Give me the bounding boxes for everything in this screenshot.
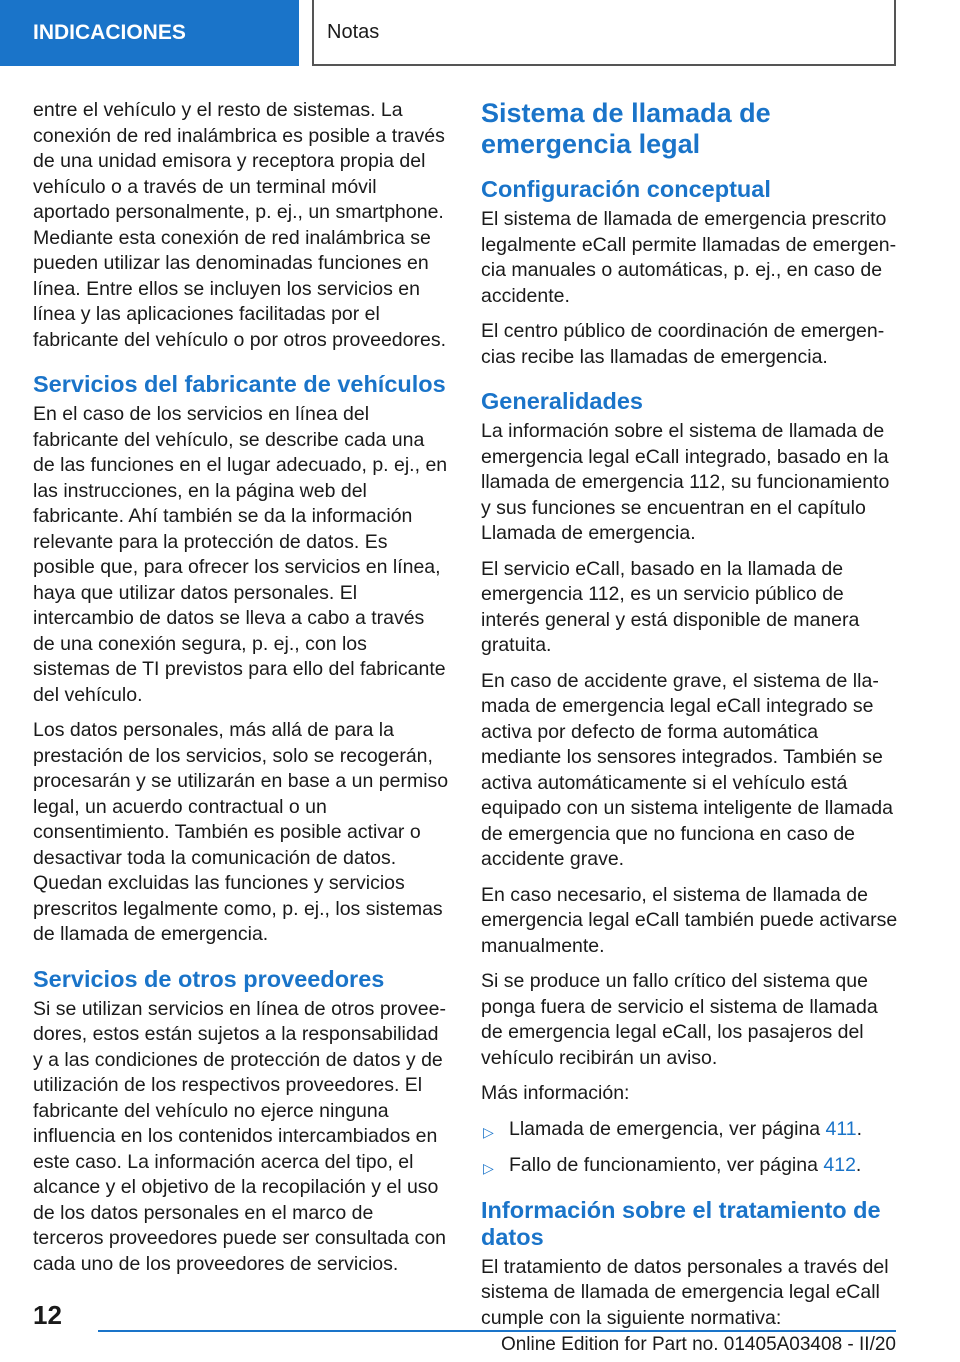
paragraph: La información sobre el sistema de llamada de emergencia legal eCall integrado, basado en la llamada de emergencia 112, su funcionamiento y sus funciones se encuentran en el capítulo Llamada de emergencia. (481, 420, 890, 544)
paragraph: En caso de accidente grave, el sistema de llamada de emergencia legal eCall integrado se activa por defecto de forma automática mediante los sensores integrados. También se activa automáticamente si el vehículo está equipado con un sistema inteligente de llamada de emergencia que no funciona en caso de accidente grave. (481, 669, 893, 870)
page-link-411[interactable]: 411 (825, 1117, 857, 1140)
reference-end: . (855, 1154, 862, 1176)
page-link-412[interactable]: 412 (823, 1154, 856, 1176)
edition-footer: Online Edition for Part no. 01405A03408 - II/20 (500, 1334, 896, 1355)
page-number: 12 (33, 1300, 62, 1330)
paragraph: Los datos personales, más allá de para la prestación de los servicios, solo se recogerán, procesarán y se utilizarán en base a un permiso legal, un acuerdo contractual o un consentimiento. También es posible activar o desactivar toda la comunicación de datos. Quedan excluidas las funciones y servicios prescritos legalmente como, p. ej., los sistemas de llamada de emergencia. (33, 719, 449, 945)
triangle-bullet-icon: ▷ (483, 1123, 494, 1140)
paragraph: El centro público de coordinación de emergencias recibe las llamadas de emergencia. (481, 320, 885, 368)
paragraph: El servicio eCall, basado en la llamada de emergencia 112, es un servicio público de interés general y está disponible de manera gratuita. (481, 557, 860, 656)
list-item (481, 1153, 899, 1179)
heading-data-processing: Información sobre el tratamiento de datos (481, 1196, 881, 1250)
section-tab (0, 0, 299, 66)
paragraph: En caso necesario, el sistema de llamada de emergencia legal eCall también puede activarse manualmente. (481, 883, 898, 957)
topic-tab-label: Notas (327, 20, 380, 43)
reference-list (481, 1117, 899, 1179)
heading-manufacturer-services: Servicios del fabricante de vehículos (33, 371, 446, 397)
paragraph: Más información: (481, 1082, 630, 1104)
paragraph: Si se produce un fallo crítico del sistema que ponga fuera de servicio el sistema de llamada de emergencia legal eCall, los pasajeros del vehículo recibirán un aviso. (481, 970, 878, 1069)
section-title: Sistema de llamada de emergencia legal (481, 98, 771, 159)
list-item (481, 1117, 899, 1143)
section-tab-label: INDICACIONES (33, 21, 186, 44)
paragraph: entre el vehículo y el resto de sistemas. La conexión de red inalámbrica es posible a través de una unidad emisora y receptora propia del vehículo o a través de un terminal móvil aportado personalmente, p. ej., un smartphone. Mediante esta conexión de red inalámbrica se pueden utilizar las denominadas funciones en línea. Entre ellos se incluyen los servicios en línea y las aplicaciones facilitadas por el fabricante del vehículo o por otros proveedores. (33, 99, 446, 351)
left-column (33, 98, 449, 1287)
reference-text: Llamada de emergencia, ver página (509, 1117, 826, 1140)
triangle-bullet-icon: ▷ (483, 1160, 494, 1176)
reference-end: . (856, 1117, 863, 1140)
paragraph: Si se utilizan servicios en línea de otros proveedores, estos están sujetos a la responsabilidad y a las condiciones de protección de datos y de utilización de los respectivos proveedores. El fabricante del vehículo no ejerce ninguna influencia en los contenidos intercambiados en este caso. La información acerca del tipo, el alcance y el objetivo de la recopilación y el uso de los datos personales en el marco de terceros proveedores puede ser consultada con cada uno de los proveedores de servicios. (33, 997, 447, 1275)
reference-text: Fallo de funcionamiento, ver página (509, 1154, 824, 1176)
paragraph: El tratamiento de datos personales a través del sistema de llamada de emergencia legal eCall cumple con la siguiente normativa: (481, 1255, 889, 1329)
right-column (481, 98, 899, 1341)
footer-divider (98, 1330, 896, 1332)
paragraph: El sistema de llamada de emergencia prescrito legalmente eCall permite llamadas de emergencia manuales o automáticas, p. ej., en caso de accidente. (481, 208, 897, 307)
heading-conceptual-config: Configuración conceptual (481, 176, 771, 202)
heading-general: Generalidades (481, 388, 643, 414)
topic-tab (312, 0, 896, 66)
paragraph: En el caso de los servicios en línea del fabricante del vehículo, se describe cada una de las funciones en el lugar adecuado, p. ej., en las instrucciones, en la página web del fabricante. Ahí también se da la información relevante para la protección de datos. Es posible que, para ofrecer los servicios en línea, haya que utilizar datos personales. El intercambio de datos se lleva a cabo a través de una conexión segura, p. ej., con los sistemas de TI previstos para ello del fabricante del vehículo. (33, 403, 448, 706)
heading-other-providers: Servicios de otros proveedores (33, 965, 385, 992)
